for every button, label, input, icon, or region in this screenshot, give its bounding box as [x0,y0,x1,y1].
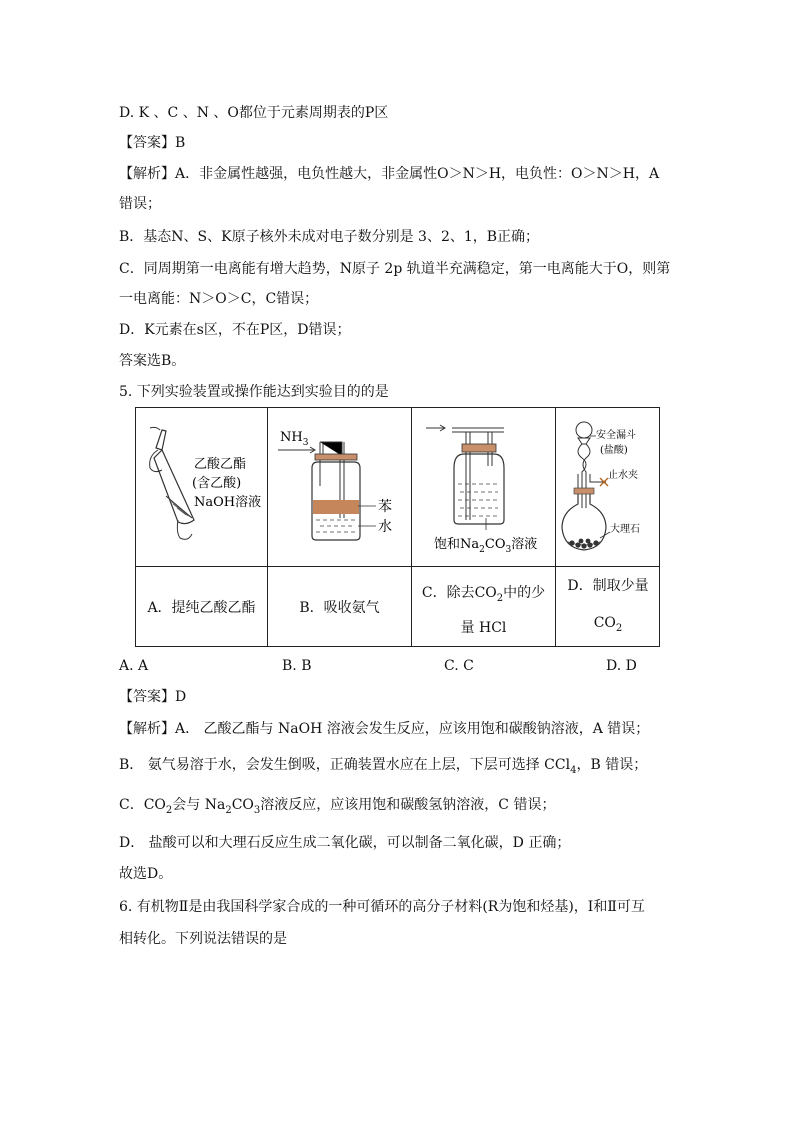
figure-a-label-ester: 乙酸乙酯 [194,457,247,472]
figure-b-gas-washing-bottle [268,408,411,566]
q5-exp-c-c: CO [231,797,254,813]
figure-c-gas-washing-bottle [412,408,555,566]
figure-c-label-pre: 饱和Na [434,537,480,552]
figure-d-acid-label: (盐酸) [600,445,628,456]
label-a: A．提纯乙酸乙酯 [147,600,256,616]
figure-a-label-acid: (含乙酸) [192,476,242,491]
label-d-line1: D．制取少量 [567,578,649,594]
q5-exp-c-s1: 2 [165,804,173,816]
label-c-line1 [412,578,555,614]
q5-option-c: C. C [444,658,474,674]
q4-explanation-a-cont: 错误； [119,196,161,212]
label-d-sub: 2 [615,622,623,634]
q5-explanation-a: 【解析】A． 乙酸乙酯与 NaOH 溶液会发生反应，应该用饱和碳酸钠溶液，A 错误； [119,721,650,737]
label-d-line2 [556,608,660,644]
figure-a-label-naoh: NaOH溶液 [194,495,262,510]
q4-explanation-d: D．K元素在s区，不在P区，D错误； [119,322,351,338]
q5-exp-c-a: C．CO [119,797,166,813]
q5-exp-b-pre: B． 氨气易溶于水，会发生倒吸，正确装置水应在上层，下层可选择 CCl [119,757,571,773]
figure-a-separatory-funnel [136,408,267,566]
figure-b-water: 水 [378,519,392,535]
figure-c-label-sub2: 2 [479,545,485,555]
q4-explanation-c: C．同周期第一电离能有增大趋势，N原子 2p 轨道半充满稳定，第一电离能大于O，则第 [119,261,671,277]
q5-exp-b-post: ，B 错误； [576,757,648,773]
figure-d-funnel-label: 安全漏斗 [596,430,636,441]
figure-d-gas-generator [556,408,660,566]
label-c-sub: 2 [496,592,504,604]
figure-b-nh3: NH [280,430,303,445]
figure-b-nh3-sub: 3 [302,438,309,448]
q5-conclusion: 故选D。 [119,866,173,882]
q5-apparatus-table [135,407,660,647]
figure-c-label-sub3: 3 [505,545,512,555]
q5-exp-c-b: 会与 Na [172,797,226,813]
q5-option-d: D. D [606,658,637,674]
q6-stem-line1: 6. 有机物Ⅱ是由我国科学家合成的一种可循环的高分子材料(R为饱和烃基)，Ⅰ和Ⅱ可互 [119,899,645,915]
figure-d-clip-label: 止水夹 [608,470,638,481]
q4-explanation-b: B．基态N、S、K原子核外未成对电子数分别是 3、2、1，B正确； [119,229,540,245]
q5-stem: 5. 下列实验装置或操作能达到实验目的的是 [119,384,389,400]
svg-text:饱和Na2CO3溶液 [434,536,537,555]
label-c-line2: 量 HCl [460,620,507,636]
figure-d-marble-label: 大理石 [610,524,640,535]
q4-explanation-a: 【解析】A．非金属性越强，电负性越大，非金属性O＞N＞H，电负性：O＞N＞H，A [119,166,660,182]
q4-answer: 【答案】B [119,135,186,151]
q5-explanation-b [119,755,647,781]
q5-exp-b-sub: 4 [570,764,577,776]
q4-explanation-c-cont: 一电离能：N＞O＞C，C错误； [119,291,319,307]
q5-answer: 【答案】D [119,689,187,705]
q5-option-a: A. A [119,658,149,674]
label-c-pre: C．除去CO [421,585,497,601]
q5-exp-c-s3: 3 [253,804,261,816]
q5-exp-c-s2: 2 [225,804,232,816]
figure-c-label-co: CO [484,537,506,552]
q4-option-d: D. K 、C 、N 、O都位于元素周期表的P区 [119,105,389,121]
label-d-co: CO [593,615,616,631]
q6-stem-line2: 相转化。下列说法错误的是 [119,931,287,947]
figure-b-benzene: 苯 [378,499,392,515]
figure-c-label-post: 溶液 [511,537,538,552]
label-c-post: 中的少 [503,585,546,601]
q5-option-b: B. B [282,658,312,674]
q5-explanation-d: D． 盐酸可以和大理石反应生成二氧化碳，可以制备二氧化碳，D 正确； [119,835,571,851]
svg-text:NH3 [280,430,309,448]
label-b: B．吸收氨气 [299,600,380,616]
q5-explanation-c [119,795,555,821]
q4-conclusion: 答案选B。 [119,353,186,369]
q5-exp-c-d: 溶液反应，应该用饱和碳酸氢钠溶液，C 错误； [260,797,556,813]
